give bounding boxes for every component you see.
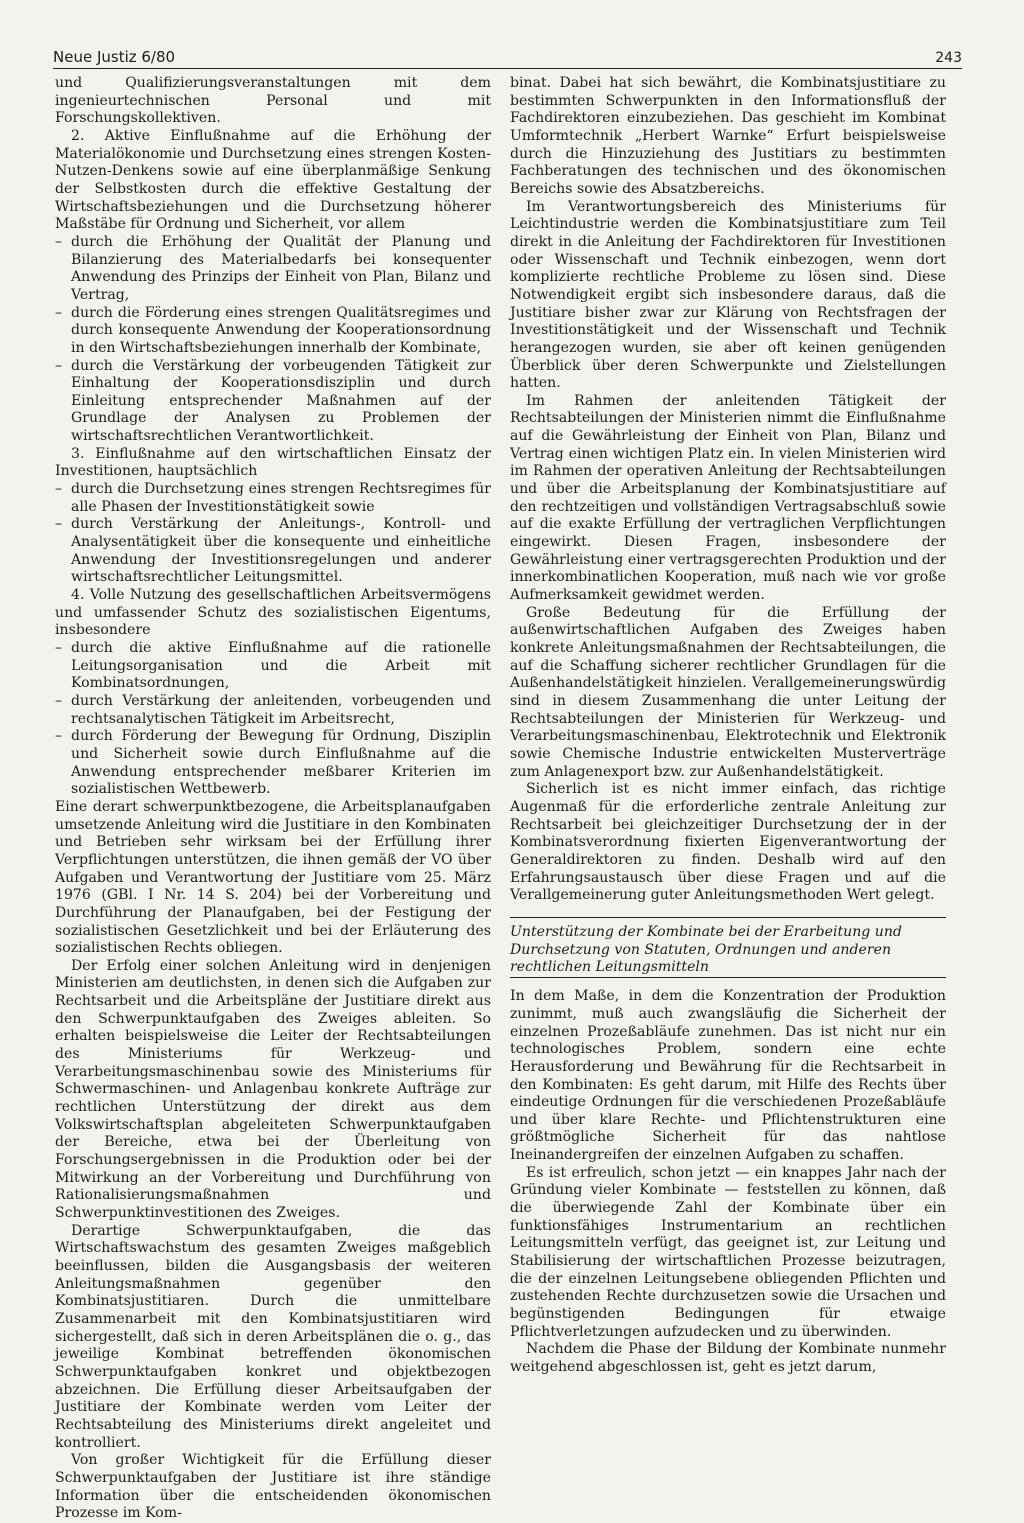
paragraph: Der Erfolg einer solchen Anleitung wird in denjenigen Ministerien am deutlichsten, in denen sich die Aufgaben zur Rechtsarbeit und die Arbeitspläne der Justitiare direkt aus den Schwerpunktaufgaben des Zweiges ableiten. So erhalten beispielsweise die Leiter der Rechtsabteilungen des Ministeriums für Werkzeug- und Verarbeitungsmaschinenbau sowie des Ministeriums für Schwermaschinen- und Anlagenbau konkrete Aufträge zur rechtlichen Unterstützung der direkt aus dem Volkswirtschaftsplan abgeleiteten Schwerpunktaufgaben der Bereiche, etwa bei der Überleitung von Forschungsergebnissen in die Produktion oder bei der Mitwirkung an der Vorbereitung und Durchführung von Rationalisierungsmaßnahmen und Schwerpunktinvestitionen des Zweiges.	[55, 957, 491, 1221]
left-column	[55, 75, 491, 1523]
dash-item: – durch die Durchsetzung eines strengen Rechtsregimes für alle Phasen der Investitionstätigkeit sowie	[55, 481, 491, 515]
paragraph: Derartige Schwerpunktaufgaben, die das Wirtschaftswachstum des gesamten Zweiges maßgeblich beeinflussen, bilden die Ausgangsbasis der weiteren Anleitungsmaßnahmen gegenüber den Kombinatsjustitiaren. Durch die unmittelbare Zusammenarbeit mit den Kombinatsjustitiaren wird sichergestellt, daß sich in deren Arbeitsplänen die o. g., das jeweilige Kombinat betreffenden ökonomischen Schwerpunktaufgaben konkret und objektbezogen abzeichnen. Die Erfüllung dieser Arbeitsaufgaben der Justitiare der Kombinate werden vom Leiter der Rechtsabteilung des Ministeriums direkt angeleitet und kontrolliert.	[55, 1222, 491, 1451]
section-rule-bottom	[510, 977, 946, 978]
dash-item: – durch die Verstärkung der vorbeugenden Tätigkeit zur Einhaltung der Kooperationsdisziplin und durch Einleitung entsprechender Maßnahmen auf der Grundlage der Analysen zu Problemen der wirtschaftsrechtlichen Verantwortlichkeit.	[55, 357, 491, 445]
dash-item: – durch die aktive Einflußnahme auf die rationelle Leitungsorganisation und die Arbeit mit Kombinatsordnungen,	[55, 640, 491, 692]
section-heading: Unterstützung der Kombinate bei der Erarbeitung und Durchsetzung von Statuten, Ordnungen und anderen rechtlichen Leitungsmitteln	[510, 923, 902, 976]
paragraph: In dem Maße, in dem die Konzentration der Produktion zunimmt, muß auch zwangsläufig die Sicherheit der einzelnen Prozeßabläufe zunehmen. Das ist nicht nur ein technologisches Problem, sondern eine echte Herausforderung und Bewährung für die Rechtsarbeit in den Kombinaten: Es geht darum, mit Hilfe des Rechts über eindeutige Ordnungen für die verschiedenen Prozeßabläufe und über klare Rechte- und Pflichtenstrukturen eine größtmögliche Sicherheit für das nahtlose Ineinandergreifen der einzelnen Aufgaben zu schaffen.	[510, 988, 946, 1164]
dash-item: – durch Verstärkung der anleitenden, vorbeugenden und rechtsanalytischen Tätigkeit im Arbeitsrecht,	[55, 692, 491, 727]
running-header	[53, 44, 962, 69]
right-column	[510, 75, 946, 1377]
paragraph: Eine derart schwerpunktbezogene, die Arbeitsplanaufgaben umsetzende Anleitung wird die Justitiare in den Kombinaten und Betrieben sehr wirksam bei der Erfüllung ihrer Verpflichtungen unterstützen, die ihnen gemäß der VO über Aufgaben und Verantwortung der Justitiare vom 25. März 1976 (GBl. I Nr. 14 S. 204) bei der Vorbereitung und Durchführung der Planaufgaben, bei der Festigung der sozialistischen Gesetzlichkeit und bei der Erläuterung des sozialistischen Rechts obliegen.	[55, 798, 491, 957]
paragraph: 3. Einflußnahme auf den wirtschaftlichen Einsatz der Investitionen, hauptsächlich	[55, 445, 491, 480]
page-number: 243	[935, 50, 962, 66]
paragraph: 2. Aktive Einflußnahme auf die Erhöhung der Materialökonomie und Durchsetzung eines strengen Kosten-Nutzen-Denkens sowie auf eine überplanmäßige Senkung der Selbstkosten durch die effektive Gestaltung der Wirtschaftsbeziehungen und die Durchsetzung höherer Maßstäbe für Ordnung und Sicherheit, vor allem	[55, 127, 491, 233]
paragraph: Sicherlich ist es nicht immer einfach, das richtige Augenmaß für die erforderliche zentrale Anleitung zur Rechtsarbeit bei gleichzeitiger Durchsetzung der in der Kombinatsverordnung fixierten Eigenverantwortung der Generaldirektoren zu finden. Deshalb wird auf den Erfahrungsaustausch über diese Fragen und auf die Verallgemeinerung guter Anleitungsmethoden Wert gelegt.	[510, 781, 946, 904]
paragraph: Von großer Wichtigkeit für die Erfüllung dieser Schwerpunktaufgaben der Justitiare ist ihre ständige Information über die entscheidenden ökonomischen Prozesse im Kom-	[55, 1452, 491, 1522]
paragraph: 4. Volle Nutzung des gesellschaftlichen Arbeitsvermögens und umfassender Schutz des sozialistischen Eigentums, insbesondere	[55, 587, 491, 639]
paragraph: Große Bedeutung für die Erfüllung der außenwirtschaftlichen Aufgaben des Zweiges haben konkrete Anleitungsmaßnahmen der Rechtsabteilungen, die auf die Schaffung sicherer rechtlicher Grundlagen für die Außenhandelstätigkeit hinzielen. Verallgemeinerungswürdig sind in diesem Zusammenhang die unter Leitung der Rechtsabteilungen der Ministerien für Werkzeug- und Verarbeitungsmaschinenbau, Elektrotechnik und Elektronik sowie Chemische Industrie entwickelten Musterverträge zum Anlagenexport bzw. zur Außenhandelstätigkeit.	[510, 604, 946, 780]
dash-item: – durch die Förderung eines strengen Qualitätsregimes und durch konsequente Anwendung der Kooperationsordnung in den Wirtschaftsbeziehungen innerhalb der Kombinate,	[55, 304, 491, 356]
section-rule-top	[510, 917, 946, 918]
dash-item: – durch Verstärkung der Anleitungs-, Kontroll- und Analysentätigkeit über die konsequente und einheitliche Anwendung der Investitionsregelungen und anderer wirtschaftsrechtlicher Leitungsmittel.	[55, 516, 491, 586]
journal-title: Neue Justiz 6/80	[53, 48, 176, 66]
paragraph: Es ist erfreulich, schon jetzt — ein knappes Jahr nach der Gründung vieler Kombinate — feststellen zu können, daß die überwiegende Zahl der Kombinate über ein funktionsfähiges Instrumentarium an rechtlichen Leitungsmitteln verfügt, das geeignet ist, zur Leitung und Stabilisierung der wirtschaftlichen Prozesse beizutragen, die der einzelnen Leitungsebene obliegenden Pflichten und zustehenden Rechte durchzusetzen sowie die Ursachen und begünstigenden Bedingungen für etwaige Pflichtverletzungen aufzudecken und zu überwinden.	[510, 1164, 946, 1340]
paragraph: Im Rahmen der anleitenden Tätigkeit der Rechtsabteilungen der Ministerien nimmt die Einflußnahme auf die Gewährleistung der Einheit von Plan, Bilanz und Vertrag einen wichtigen Platz ein. In vielen Ministerien wird im Rahmen der operativen Anleitung der Rechtsabteilungen und über die Arbeitsplanung der Kombinatsjustitiare auf den rechtzeitigen und vollständigen Vertragsabschluß sowie auf die exakte Erfüllung der vertraglichen Verpflichtungen eingewirkt. Diesen Fragen, insbesondere der Gewährleistung einer vertragsgerechten Produktion und der innerkombinatlichen Kooperation, muß nach wie vor große Aufmerksamkeit gewidmet werden.	[510, 392, 946, 604]
paragraph: Nachdem die Phase der Bildung der Kombinate nunmehr weitgehend abgeschlossen ist, geht es jetzt darum,	[510, 1341, 946, 1376]
paragraph: Im Verantwortungsbereich des Ministeriums für Leichtindustrie werden die Kombinatsjustitiare zum Teil direkt in die Anleitung der Fachdirektoren für Investitionen oder Wissenschaft und Technik einbezogen, wenn dort komplizierte rechtliche Probleme zu lösen sind. Diese Notwendigkeit ergibt sich insbesondere daraus, daß die Justitiare bisher zwar zur Klärung von Rechtsfragen der Investitionstätigkeit und der Wissenschaft und Technik herangezogen wurden, sie aber oft keinen genügenden Überblick über deren Schwerpunkte und Zielstellungen hatten.	[510, 198, 946, 392]
dash-item: – durch Förderung der Bewegung für Ordnung, Disziplin und Sicherheit sowie durch Einflußnahme auf die Anwendung entsprechender meßbarer Kriterien im sozialistischen Wettbewerb.	[55, 728, 491, 798]
paragraph: binat. Dabei hat sich bewährt, die Kombinatsjustitiare zu bestimmten Schwerpunkten in den Informationsfluß der Fachdirektoren einzubeziehen. Das geschieht im Kombinat Umformtechnik „Herbert Warnke“ Erfurt beispielsweise durch die Hinzuziehung des Justitiars zu bestimmten Fachberatungen des technischen und des ökonomischen Bereichs sowie des Absatzbereichs.	[510, 75, 946, 197]
paragraph: und Qualifizierungsveranstaltungen mit dem ingenieurtechnischen Personal und mit Forschungskollektiven.	[55, 75, 491, 127]
dash-item: – durch die Erhöhung der Qualität der Planung und Bilanzierung des Materialbedarfs bei konsequenter Anwendung des Prinzips der Einheit von Plan, Bilanz und Vertrag,	[55, 233, 491, 303]
